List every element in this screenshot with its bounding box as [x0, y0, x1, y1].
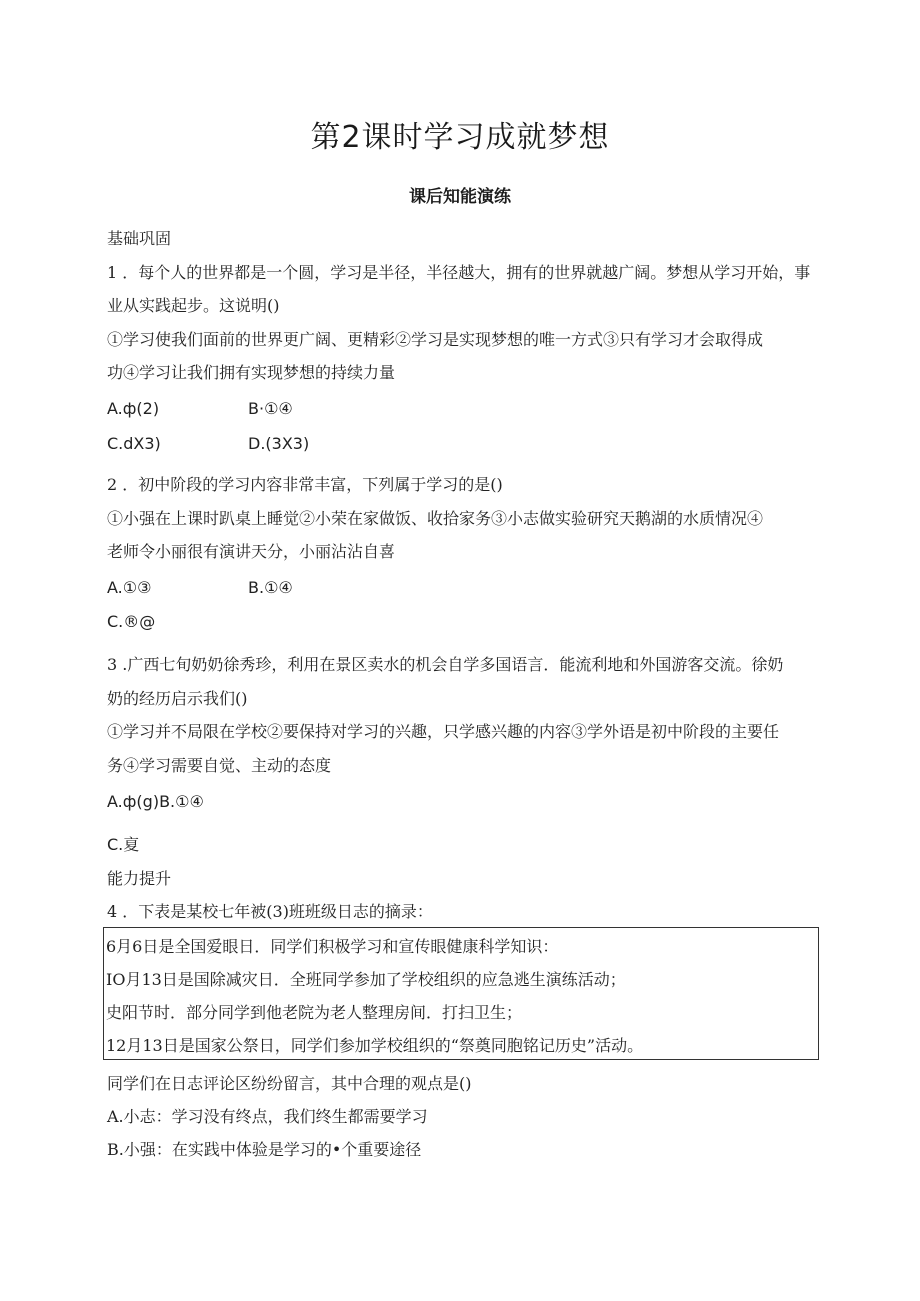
- q3-option-c[interactable]: C.㚆: [107, 835, 140, 854]
- page-subtitle: 课后知能演练: [409, 187, 511, 207]
- q1-option-a[interactable]: A.ф(2): [107, 399, 160, 418]
- q1-option-c[interactable]: C.dX3): [107, 434, 161, 453]
- q1-stem-line1: 1 ．每个人的世界都是一个圆，学习是半径，半径越大，拥有的世界就越广阔。梦想从学习开始，事: [107, 263, 811, 282]
- section-heading-basic: 基础巩固: [107, 229, 172, 248]
- q3-items-line2: 务④学习需要自觉、主动的态度: [107, 756, 332, 775]
- q2-stem: 2 ．初中阶段的学习内容非常丰富，下列属于学习的是(): [107, 475, 503, 494]
- q4-prompt: 同学们在日志评论区纷纷留言，其中合理的观点是(): [107, 1074, 472, 1093]
- log-entry: 史阳节时．部分同学到他老院为老人整理房间．打扫卫生；: [106, 1003, 523, 1022]
- page-title: 第2课时学习成就梦想: [310, 120, 610, 155]
- q2-items-line1: ①小强在上课时趴桌上睡觉②小荣在家做饭、收拾家务③小志做实验研究天鹅湖的水质情况④: [107, 509, 764, 528]
- q3-items-line1: ①学习并不局限在学校②要保持对学习的兴趣，只学感兴趣的内容③学外语是初中阶段的主要任: [107, 722, 780, 741]
- q4-option-b[interactable]: B.小强：在实践中体验是学习的•个重要途径: [107, 1140, 422, 1159]
- q1-items-line2: 功④学习让我们拥有实现梦想的持续力量: [107, 363, 396, 382]
- q1-items-line1: ①学习使我们面前的世界更广阔、更精彩②学习是实现梦想的唯一方式③只有学习才会取得成: [107, 330, 764, 349]
- q2-option-b[interactable]: B.①④: [248, 578, 293, 597]
- q4-option-a[interactable]: A.小志：学习没有终点，我们终生都需要学习: [107, 1107, 428, 1126]
- q3-stem-line2: 奶的经历启示我们(): [107, 689, 248, 708]
- log-entry: 12月13日是国家公祭日，同学们参加学校组织的“祭奠同胞铭记历史”活动。: [106, 1036, 644, 1055]
- q1-stem-line2: 业从实践起步。这说明(): [107, 296, 280, 315]
- class-log-table: [103, 927, 819, 1060]
- q2-option-a[interactable]: A.①③: [107, 578, 152, 597]
- log-entry: IO月13日是国除减灾日．全班同学参加了学校组织的应急逃生演练活动；: [106, 970, 626, 989]
- q1-option-b[interactable]: B·①④: [248, 399, 293, 418]
- q3-stem-line1: 3 .广西七旬奶奶徐秀珍，利用在景区卖水的机会自学多国语言．能流利地和外国游客交流。徐奶: [107, 655, 784, 674]
- q3-option-ab[interactable]: A.ф(g)B.①④: [107, 792, 204, 811]
- log-entry: 6月6日是全国爱眼日．同学们积极学习和宣传眼健康科学知识：: [106, 937, 559, 956]
- q2-option-c[interactable]: C.®@: [107, 612, 156, 631]
- q4-stem: 4 ．下表是某校七年被(3)班班级日志的摘录：: [107, 902, 433, 921]
- q2-items-line2: 老师令小丽很有演讲天分，小丽沾沾自喜: [107, 542, 396, 561]
- q1-option-d[interactable]: D.(3X3): [248, 434, 310, 453]
- section-heading-ability: 能力提升: [107, 869, 172, 888]
